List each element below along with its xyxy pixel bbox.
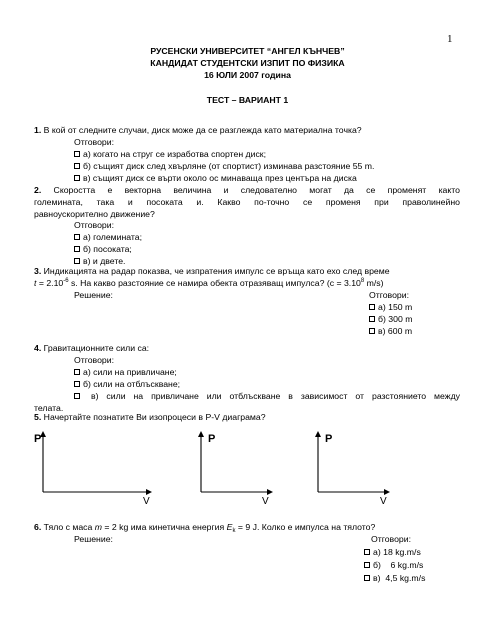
checkbox-icon[interactable] [364, 549, 370, 555]
question-3-line-1: 3. Индикацията на радар показва, че изпратения импулс се връща като ехо след време [34, 266, 390, 276]
question-number: 1. [34, 125, 42, 135]
answer-continuation: телата. [34, 403, 64, 413]
axis-label-p: P [325, 433, 333, 445]
question-number: 6. [34, 522, 42, 532]
answer-option[interactable]: а) сили на привличане; [74, 367, 177, 379]
question-number: 5. [34, 412, 42, 422]
answer-option[interactable]: б) посоката; [74, 244, 132, 256]
answers-label: Отговори: [74, 137, 114, 147]
answer-option[interactable]: в) и двете. [74, 256, 125, 268]
answers-label: Отговори: [371, 534, 411, 544]
axis-label-v: V [143, 496, 150, 507]
answers-label: Отговори: [369, 290, 409, 300]
checkbox-icon[interactable] [364, 575, 370, 581]
checkbox-icon[interactable] [364, 562, 370, 568]
answer-option[interactable]: а) 18 kg.m/s [364, 547, 421, 559]
answer-option[interactable]: в) 4,5 kg.m/s [364, 573, 425, 585]
answer-option[interactable]: а) големината; [74, 232, 142, 244]
answer-option[interactable]: б) 300 m [369, 314, 412, 326]
answer-option[interactable]: б) сили на отблъскване; [74, 379, 180, 391]
pv-diagram-2[interactable] [198, 431, 273, 507]
exam-date: 16 ЮЛИ 2007 година [204, 70, 291, 80]
checkbox-icon[interactable] [74, 393, 80, 399]
checkbox-icon[interactable] [74, 369, 80, 375]
question-2-line-2: големината, така и посоката и. Какво по-точно се променя при праволинейно [34, 197, 460, 207]
solution-label: Решение: [74, 290, 113, 300]
checkbox-icon[interactable] [369, 328, 375, 334]
pv-diagrams [0, 425, 495, 515]
question-6: 6. Тяло с маса m = 2 kg има кинетична енергия $E_k = 9$ J. Колко е импулса на тялото? [34, 522, 376, 534]
answer-option[interactable]: а) когато на струг се изработва спортен диск; [74, 149, 266, 161]
university-title: РУСЕНСКИ УНИВЕРСИТЕТ “АНГЕЛ КЪНЧЕВ” [150, 46, 345, 56]
answer-option[interactable]: б) 6 kg.m/s [364, 560, 423, 572]
question-number: 4. [34, 343, 42, 353]
solution-label: Решение: [74, 534, 113, 544]
checkbox-icon[interactable] [369, 316, 375, 322]
answer-option[interactable]: в) същият диск се върти около ос минаваща през центъра на диска [74, 173, 357, 185]
pv-diagram-1[interactable] [34, 431, 152, 507]
page-number: 1 [447, 33, 453, 45]
checkbox-icon[interactable] [74, 246, 80, 252]
question-1 [34, 125, 362, 137]
checkbox-icon[interactable] [74, 381, 80, 387]
question-2-line-1: 2. Скоростта е векторна величина и следователно могат да се променят както [34, 185, 461, 195]
checkbox-icon[interactable] [74, 175, 80, 181]
answer-option[interactable]: б) същият диск след хвърляне (от спортист) изминава разстояние 55 m. [74, 161, 374, 173]
checkbox-icon[interactable] [74, 234, 80, 240]
answer-option[interactable]: в) сили на привличане или отблъскване в зависимост от разстоянието между [74, 391, 460, 403]
question-5: 5. Начертайте познатите Ви изопроцеси в P-V диаграма? [34, 412, 266, 422]
axis-label-v: V [380, 496, 387, 507]
answers-label: Отговори: [74, 355, 114, 365]
question-2-line-3: равноускорително движение? [34, 209, 155, 219]
question-text: В кой от следните случаи, диск може да се разглежда като материална точка? [43, 125, 362, 135]
axis-label-p: P [34, 433, 42, 445]
test-variant: ТЕСТ – ВАРИАНТ 1 [206, 95, 289, 105]
answers-label: Отговори: [74, 220, 114, 230]
question-3-line-2: $t = 2.10^{-6}$ s. На какво разстояние се намира обекта отразяващ импулса? ($c = 3.10^8$ m/s) [34, 278, 384, 288]
answer-option[interactable]: а) 150 m [369, 302, 412, 314]
exam-title: КАНДИДАТ СТУДЕНТСКИ ИЗПИТ ПО ФИЗИКА [150, 58, 345, 68]
answer-option[interactable]: в) 600 m [369, 326, 412, 338]
pv-diagram-3[interactable] [315, 431, 390, 507]
axis-label-v: V [262, 496, 269, 507]
checkbox-icon[interactable] [369, 304, 375, 310]
checkbox-icon[interactable] [74, 163, 80, 169]
question-4: 4. Гравитационните сили са: [34, 343, 150, 353]
checkbox-icon[interactable] [74, 151, 80, 157]
question-number: 3. [34, 266, 42, 276]
axis-label-p: P [208, 433, 216, 445]
question-number: 2. [34, 185, 42, 195]
checkbox-icon[interactable] [74, 258, 80, 264]
